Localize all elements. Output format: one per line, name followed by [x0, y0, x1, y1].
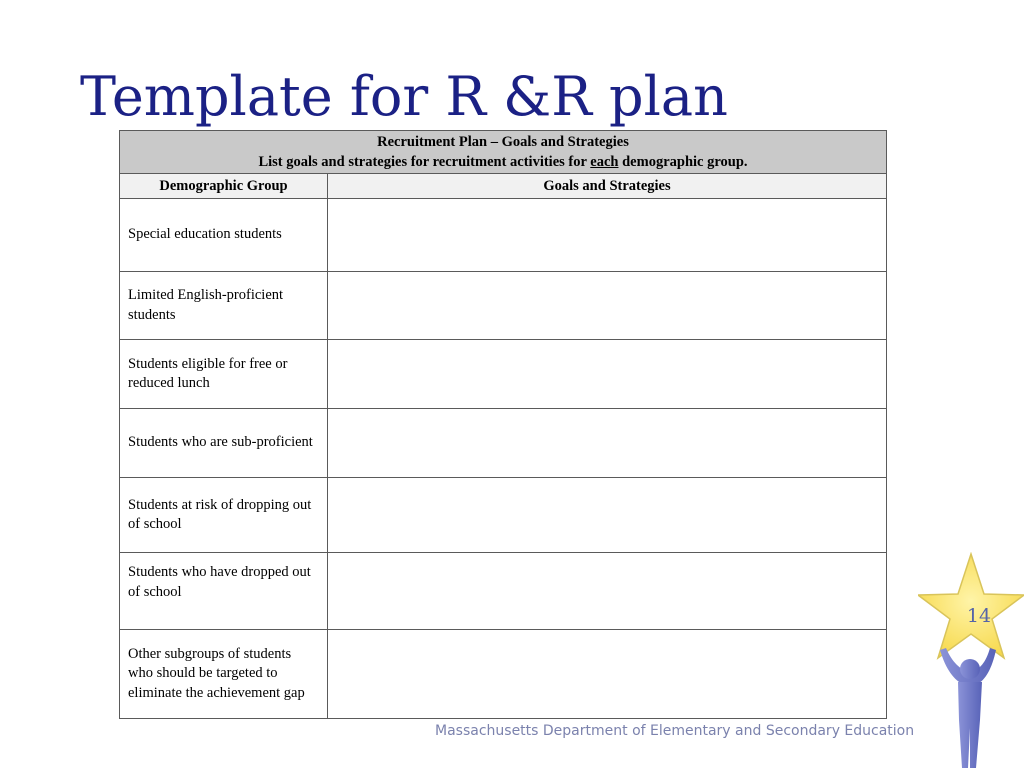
table-row [120, 630, 887, 719]
demographic-group-cell: Special education students [120, 199, 328, 272]
goals-cell[interactable] [328, 199, 887, 272]
table-row [120, 272, 887, 340]
table-row [120, 409, 887, 478]
demographic-group-cell: Other subgroups of students who should be targeted to eliminate the achievement gap [120, 630, 328, 719]
instructions-prefix: List goals and strategies for recruitment activities for [258, 154, 587, 170]
goals-cell[interactable] [328, 340, 887, 409]
demographic-group-cell: Students who are sub-proficient [120, 409, 328, 478]
page-number: 14 [966, 605, 992, 627]
recruitment-plan-table [119, 130, 887, 719]
footer-organization: Massachusetts Department of Elementary and Secondary Education [435, 723, 915, 739]
table-header-instructions [128, 152, 878, 172]
figure-head [960, 659, 980, 679]
goals-cell[interactable] [328, 553, 887, 630]
goals-cell[interactable] [328, 409, 887, 478]
column-header-goals-and-strategies: Goals and Strategies [328, 174, 887, 199]
figure-body [958, 682, 982, 768]
demographic-group-cell: Students who have dropped out of school [120, 553, 328, 630]
table-row [120, 340, 887, 409]
table-header-cell [120, 131, 887, 174]
star-person-icon [918, 552, 1024, 768]
goals-cell[interactable] [328, 272, 887, 340]
table-row [120, 478, 887, 553]
demographic-group-cell: Students eligible for free or reduced lunch [120, 340, 328, 409]
instructions-emphasis: each [590, 154, 619, 170]
table-row [120, 199, 887, 272]
column-header-row [120, 174, 887, 199]
table-header-title: Recruitment Plan – Goals and Strategies [377, 134, 629, 150]
goals-cell[interactable] [328, 630, 887, 719]
instructions-suffix: demographic group. [622, 154, 748, 170]
demographic-group-cell: Limited English-proficient students [120, 272, 328, 340]
goals-cell[interactable] [328, 478, 887, 553]
table-header-row [120, 131, 887, 174]
slide-title: Template for R &R plan [80, 65, 728, 128]
table-row [120, 553, 887, 630]
column-header-demographic-group: Demographic Group [120, 174, 328, 199]
demographic-group-cell: Students at risk of dropping out of school [120, 478, 328, 553]
